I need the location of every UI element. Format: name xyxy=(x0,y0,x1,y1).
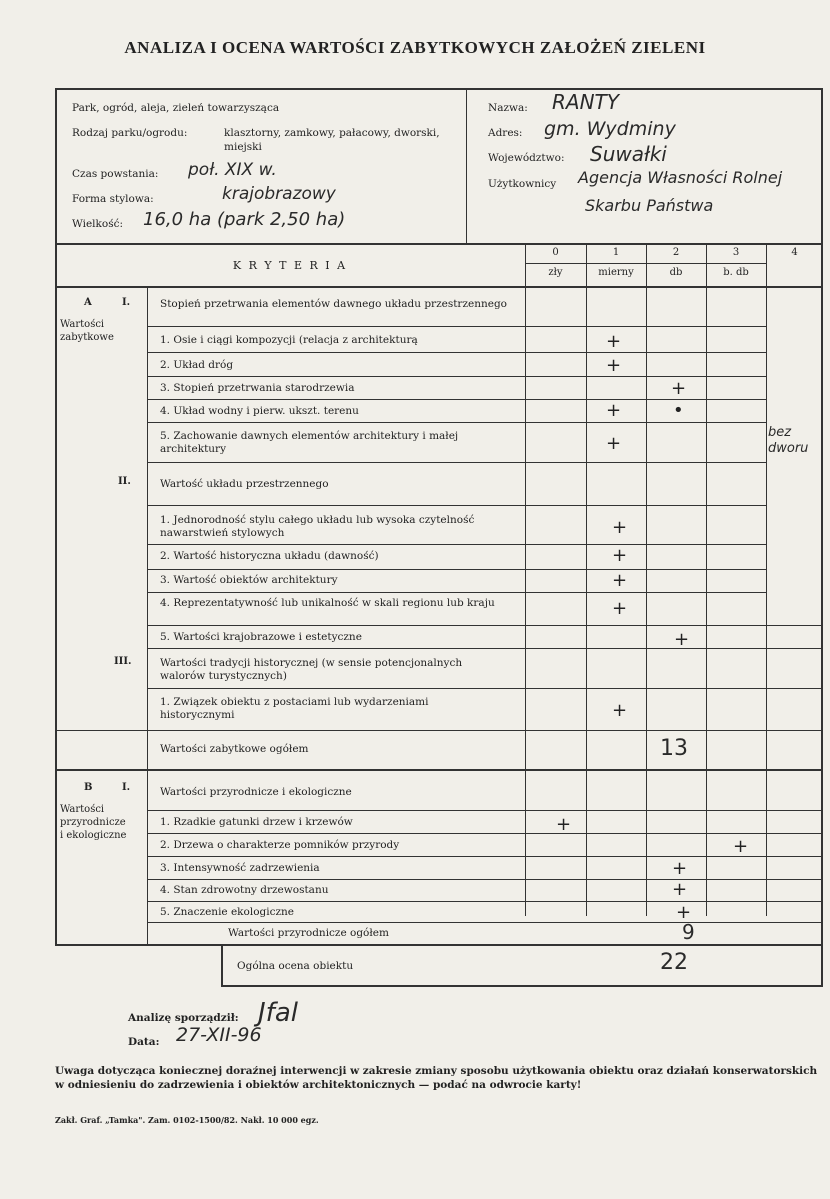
row-line xyxy=(147,625,823,626)
row-line xyxy=(147,569,767,570)
mark-b-2: + xyxy=(733,836,749,857)
a1-item-2: 2. Układ dróg xyxy=(160,359,234,371)
a1-item-3: 3. Stopień przetrwania starodrzewia xyxy=(160,382,355,394)
voivodeship-value: Suwałki xyxy=(590,142,667,166)
users-label: Użytkownicy xyxy=(488,178,557,190)
mark-a2-1: + xyxy=(612,517,628,538)
mark-a2-5: + xyxy=(674,629,690,650)
row-line xyxy=(147,376,767,377)
section-b-name: Wartości przyrodnicze i ekologiczne xyxy=(60,804,127,841)
mark-a1-3: + xyxy=(671,378,687,399)
mark-a1-5: + xyxy=(606,433,622,454)
col-line-3 xyxy=(706,243,707,916)
voivodeship-label: Województwo: xyxy=(488,152,565,164)
b-total-value: 9 xyxy=(682,920,695,944)
section-b-letter: B xyxy=(84,782,93,793)
col-3-name: b. db xyxy=(723,267,749,278)
row-line xyxy=(147,505,767,506)
mark-b-3: + xyxy=(672,858,688,879)
header-divider xyxy=(466,89,467,243)
row-line xyxy=(147,326,767,327)
a-total-label: Wartości zabytkowe ogółem xyxy=(160,743,309,755)
col4-note: bez dworu xyxy=(768,425,809,456)
col-line-4 xyxy=(766,243,767,916)
b-item-4: 4. Stan zdrowotny drzewostanu xyxy=(160,884,329,896)
group-a3-title: Wartości tradycji historycznej (w sensie potencjonalnych walorów turystycznych) xyxy=(160,657,463,682)
style-label: Forma stylowa: xyxy=(72,193,154,205)
mark-a2-3: + xyxy=(612,570,628,591)
mark-a3-1: + xyxy=(612,700,628,721)
mark-a1-2: + xyxy=(606,355,622,376)
section-b-top-line xyxy=(55,769,823,771)
date-label: Data: xyxy=(128,1036,160,1048)
kind-label: Rodzaj parku/ogrodu: xyxy=(72,127,188,139)
a2-item-1: 1. Jednorodność stylu całego układu lub wysoka czytelność nawarstwień stylowych xyxy=(160,514,475,539)
row-line xyxy=(147,648,823,649)
a2-item-2: 2. Wartość historyczna układu (dawność) xyxy=(160,550,379,562)
date-value: 27-XII-96 xyxy=(176,1024,262,1046)
b-item-1: 1. Rzadkie gatunki drzew i krzewów xyxy=(160,816,353,828)
row-line xyxy=(147,688,823,689)
name-label: Nazwa: xyxy=(488,102,528,114)
row-line xyxy=(147,352,767,353)
analyst-signature: Jfal xyxy=(258,998,298,1028)
section-a-letter: A xyxy=(84,297,92,308)
row-line xyxy=(147,422,767,423)
group-b1-title: Wartości przyrodnicze i ekologiczne xyxy=(160,786,352,798)
col-line-0 xyxy=(525,243,526,916)
col-0-name: zły xyxy=(548,267,563,278)
col-1-name: mierny xyxy=(598,267,634,278)
size-label: Wielkość: xyxy=(72,218,124,230)
mark-b-4: + xyxy=(672,879,688,900)
section-a-top-line xyxy=(55,286,823,288)
a1-item-1: 1. Osie i ciągi kompozycji (relacja z architekturą xyxy=(160,334,418,346)
b-item-5: 5. Znaczenie ekologiczne xyxy=(160,906,295,918)
row-line xyxy=(147,462,767,463)
analyst-label: Analizę sporządził: xyxy=(128,1012,239,1024)
a3-item-1: 1. Związek obiektu z postaciami lub wydarzeniami historycznymi xyxy=(160,696,429,721)
address-label: Adres: xyxy=(488,127,523,139)
mark-a1-1: + xyxy=(606,331,622,352)
row-line xyxy=(55,730,823,731)
a-total-value: 13 xyxy=(660,736,688,761)
a1-item-4: 4. Układ wodny i pierw. ukszt. terenu xyxy=(160,405,359,417)
criteria-label: K R Y T E R I A xyxy=(232,258,348,272)
group-a1-title: Stopień przetrwania elementów dawnego układu przestrzennego xyxy=(160,298,507,310)
created-label: Czas powstania: xyxy=(72,168,159,180)
section-a-name: Wartości zabytkowe xyxy=(60,319,114,343)
overall-label: Ogólna ocena obiektu xyxy=(237,960,354,972)
row-line xyxy=(147,544,767,545)
section-a-roman-1: I. xyxy=(122,297,131,308)
users-value-1: Agencja Własności Rolnej xyxy=(578,168,783,187)
col-header-split xyxy=(525,263,767,264)
a2-item-5: 5. Wartości krajobrazowe i estetyczne xyxy=(160,631,362,643)
col-2-num: 2 xyxy=(672,247,680,258)
overall-value: 22 xyxy=(660,950,688,975)
mark-a2-4: + xyxy=(612,598,628,619)
b-item-3: 3. Intensywność zadrzewienia xyxy=(160,862,320,874)
col-line-1 xyxy=(586,243,587,916)
group-a2-title: Wartość układu przestrzennego xyxy=(160,478,329,490)
b-item-2: 2. Drzewa o charakterze pomników przyrody xyxy=(160,839,400,851)
page-title: ANALIZA I OCENA WARTOŚCI ZABYTKOWYCH ZAŁOŻEŃ ZIELENI xyxy=(124,38,706,57)
row-line xyxy=(147,592,767,593)
row-line xyxy=(147,833,823,834)
a2-item-4: 4. Reprezentatywność lub unikalność w skali regionu lub kraju xyxy=(160,597,495,609)
mark-a1-4a: + xyxy=(606,400,622,421)
col-2-name: db xyxy=(669,267,683,278)
address-value: gm. Wydminy xyxy=(544,118,676,140)
users-value-2: Skarbu Państwa xyxy=(585,196,714,215)
mark-a2-2: + xyxy=(612,545,628,566)
col-1-num: 1 xyxy=(612,247,620,258)
col-line-2 xyxy=(646,243,647,916)
row-line xyxy=(147,810,823,811)
row-line xyxy=(147,901,823,902)
col-3-num: 3 xyxy=(732,247,740,258)
section-a-roman-3: III. xyxy=(114,656,132,667)
print-info: Zakł. Graf. „Tamka". Zam. 0102-1500/82. Nakł. 10 000 egz. xyxy=(55,1115,319,1125)
left-col-line xyxy=(147,286,148,946)
mark-a1-4b: • xyxy=(673,400,684,421)
a2-item-3: 3. Wartość obiektów architektury xyxy=(160,574,338,586)
b-total-label: Wartości przyrodnicze ogółem xyxy=(228,927,389,939)
section-a-roman-2: II. xyxy=(118,476,131,487)
section-b-roman-1: I. xyxy=(122,782,131,793)
col-4-num: 4 xyxy=(791,247,798,258)
mark-b-1: + xyxy=(556,814,572,835)
created-value: poł. XIX w. xyxy=(188,160,277,180)
type-label: Park, ogród, aleja, zieleń towarzysząca xyxy=(72,102,280,114)
row-line xyxy=(147,856,823,857)
kind-options: klasztorny, zamkowy, pałacowy, dworski, xyxy=(224,127,440,139)
kind-options-2: miejski xyxy=(224,141,262,153)
footer-note: Uwaga dotycząca koniecznej doraźnej interwencji w zakresie zmiany sposobu użytkowania obiektu oraz działań konserwatorskich w odniesieniu do zadrzewienia i obiektów architektonicznych — podać na odwrocie karty! xyxy=(55,1065,818,1091)
name-value: RANTY xyxy=(552,90,619,114)
a1-item-5: 5. Zachowanie dawnych elementów architektury i małej architektury xyxy=(160,430,459,455)
row-line xyxy=(147,922,823,923)
col-0-num: 0 xyxy=(552,247,559,258)
mark-b-5: + xyxy=(676,902,692,923)
row-line xyxy=(147,879,823,880)
style-value: krajobrazowy xyxy=(222,184,336,204)
size-value: 16,0 ha (park 2,50 ha) xyxy=(143,209,346,230)
